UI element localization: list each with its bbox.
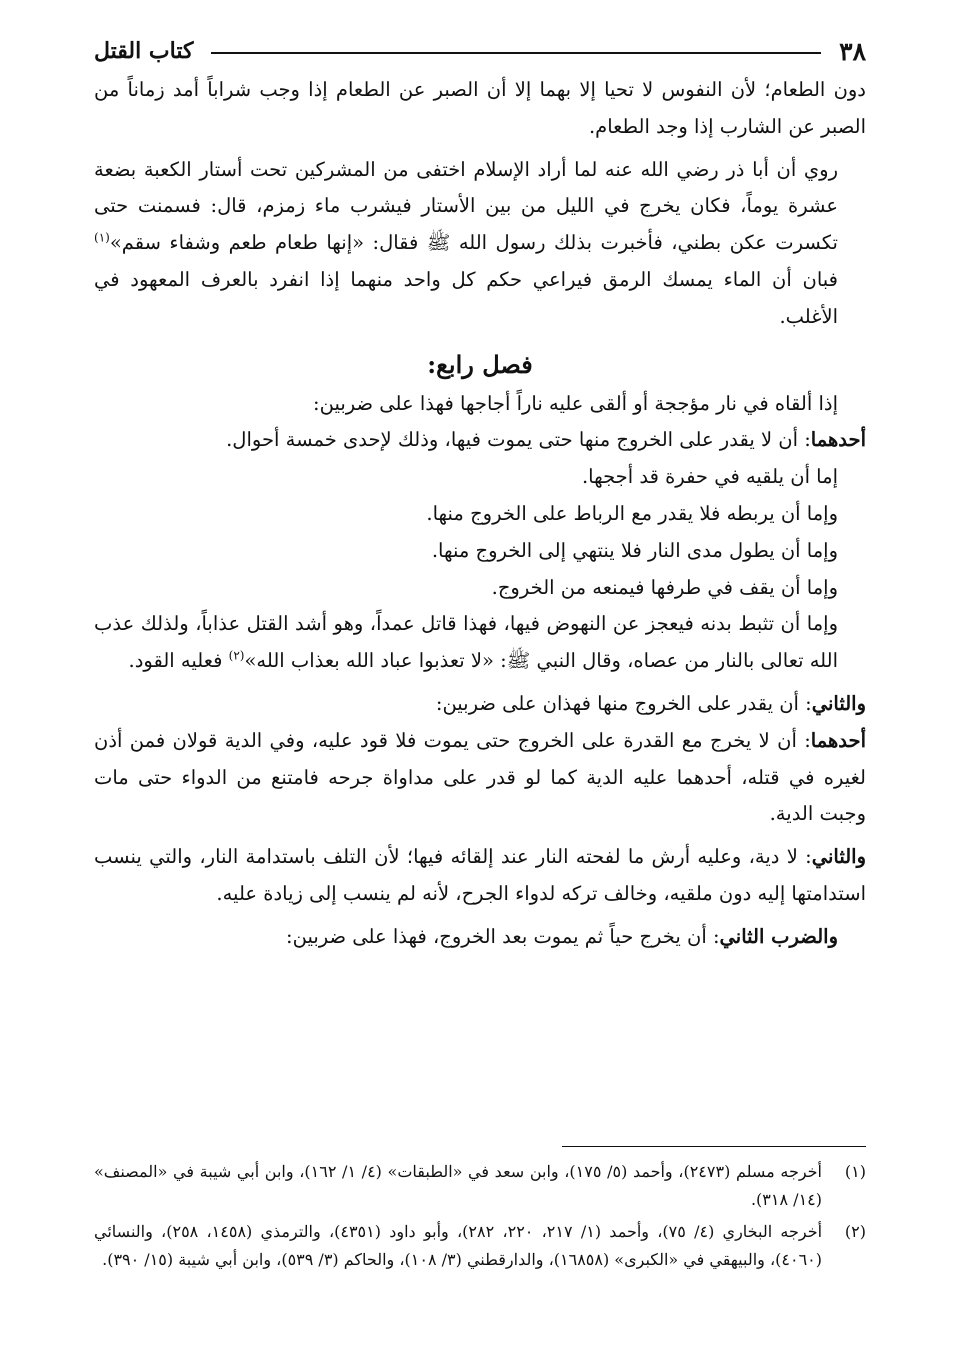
page-number: ٣٨ bbox=[839, 36, 866, 66]
paragraph bbox=[94, 386, 866, 423]
list-item bbox=[94, 533, 866, 570]
paragraph bbox=[94, 919, 866, 956]
paragraph bbox=[94, 422, 866, 459]
paragraph-text: دون الطعام؛ لأن النفوس لا تحيا إلا بهما إلا أن الصبر عن الطعام إذا وجب شراباً أمد زماناً من الصبر عن الشارب إذا وجد الطعام. bbox=[94, 78, 866, 138]
footnote-text: أخرجه البخاري (٤/ ٧٥)، وأحمد (١/ ٢١٧، ٢٢٠، ٢٨٢)، وأبو داود (٤٣٥١)، والترمذي (١٤٥٨، ٢٥٨)، والنسائي (٤٠٦٠)، والبيهقي في «الكبرى» (١٦٨٥٨)، والدارقطني (٣/ ١٠٨)، والحاكم (٣/ ٥٣٩)، وابن أبي شيبة (١٥/ ٣٩٠). bbox=[94, 1222, 823, 1269]
list-item-text: وإما أن يقف في طرفها فيمنعه من الخروج. bbox=[491, 575, 838, 599]
paragraph bbox=[94, 152, 866, 336]
running-title: كتاب القتل bbox=[94, 38, 194, 64]
page-header bbox=[94, 30, 866, 72]
paragraph-text: إذا ألقاه في نار مؤججة أو ألقى عليه ناراً أجاجها فهذا على ضربين: bbox=[313, 391, 838, 415]
list-item-text: وإما أن يطول مدى النار فلا ينتهي إلى الخروج منها. bbox=[431, 538, 838, 562]
footnote-text: أخرجه مسلم (٢٤٧٣)، وأحمد (٥/ ١٧٥)، وابن سعد في «الطبقات» (٤/ ١/ ١٦٢)، وابن أبي شيبة في «المصنف» (١٤/ ٣١٨). bbox=[94, 1162, 823, 1209]
section-heading: فصل رابع: bbox=[427, 349, 533, 379]
footnote bbox=[94, 1158, 866, 1214]
paragraph bbox=[94, 606, 866, 680]
footnote-ref: (١) bbox=[94, 230, 110, 245]
paragraph-text: : أن لا يقدر على الخروج منها حتى يموت فيها، وذلك لإحدى خمسة أحوال. bbox=[226, 428, 811, 452]
paragraph-lead: والثاني bbox=[811, 845, 866, 869]
footnote-rule bbox=[562, 1146, 866, 1147]
paragraph-text: : أن لا يخرج مع القدرة على الخروج حتى يموت فلا قود عليه، وفي الدية قولان فمن أذن لغيره في قتله، أحدهما عليه الدية كما لو قدر على مداواة جرحه فامتنع من الدواء حتى مات وجبت الدية. bbox=[94, 728, 866, 826]
paragraph bbox=[94, 839, 866, 913]
paragraph-text: : أن يقدر على الخروج منها فهذان على ضربين: bbox=[435, 691, 812, 715]
footnote-number: (٢) bbox=[844, 1222, 866, 1241]
footnote bbox=[94, 1218, 866, 1274]
paragraph bbox=[94, 723, 866, 833]
paragraph-text: فبان أن الماء يمسك الرمق فيراعي حكم كل واحد منهما إذا انفرد بالعرف المعهود في الأغلب. bbox=[94, 267, 838, 328]
footnote-number: (١) bbox=[844, 1162, 866, 1181]
footnote-ref: (٢) bbox=[228, 648, 245, 663]
paragraph-text: : لا دية، وعليه أرش ما لفحته النار عند إلقائه فيها؛ لأن التلف باستدامة النار، والتي ينسب استدامتها إليه دون ملقيه، وخالف تركه لدواء الجرح، لأنه لم ينسب إلى زيادة عليه. bbox=[94, 845, 866, 905]
paragraph-lead: والضرب الثاني bbox=[719, 924, 838, 948]
paragraph-lead: أحدهما bbox=[810, 728, 866, 752]
list-item-text: إما أن يلقيه في حفرة قد أججها. bbox=[581, 465, 838, 489]
paragraph-text: فعليه القود. bbox=[128, 649, 229, 673]
list-item bbox=[94, 459, 866, 496]
list-item bbox=[94, 570, 866, 607]
header-rule bbox=[211, 52, 821, 54]
body-text bbox=[94, 72, 866, 956]
list-item-text: وإما أن يربطه فلا يقدر مع الرباط على الخروج منها. bbox=[426, 501, 838, 525]
paragraph-text: وإما أن تثبط بدنه فيعجز عن النهوض فيها، فهذا قاتل عمداً، وهو أشد القتل عذاباً، ولذلك عذب الله تعالى بالنار من عصاه، وقال النبي ﷺ: «لا تعذبوا عباد الله بعذاب الله» bbox=[94, 612, 838, 673]
footnotes bbox=[94, 1158, 866, 1278]
paragraph-text: روي أن أبا ذر رضي الله عنه لما أراد الإسلام اختفى من المشركين تحت أستار الكعبة بضعة عشرة يوماً، فكان يخرج في الليل من بين الأستار فيشرب ماء زمزم، قال: فسمنت حتى تكسرت عكن بطني، فأخبرت بذلك رسول الله ﷺ فقال: «إنها طعام طعم وشفاء سقم» bbox=[94, 157, 838, 255]
paragraph bbox=[94, 686, 866, 723]
paragraph bbox=[94, 72, 866, 146]
list-item bbox=[94, 496, 866, 533]
paragraph-lead: أحدهما bbox=[810, 428, 866, 452]
paragraph-lead: والثاني bbox=[811, 691, 866, 715]
paragraph-text: : أن يخرج حياً ثم يموت بعد الخروج، فهذا على ضربين: bbox=[286, 924, 720, 948]
